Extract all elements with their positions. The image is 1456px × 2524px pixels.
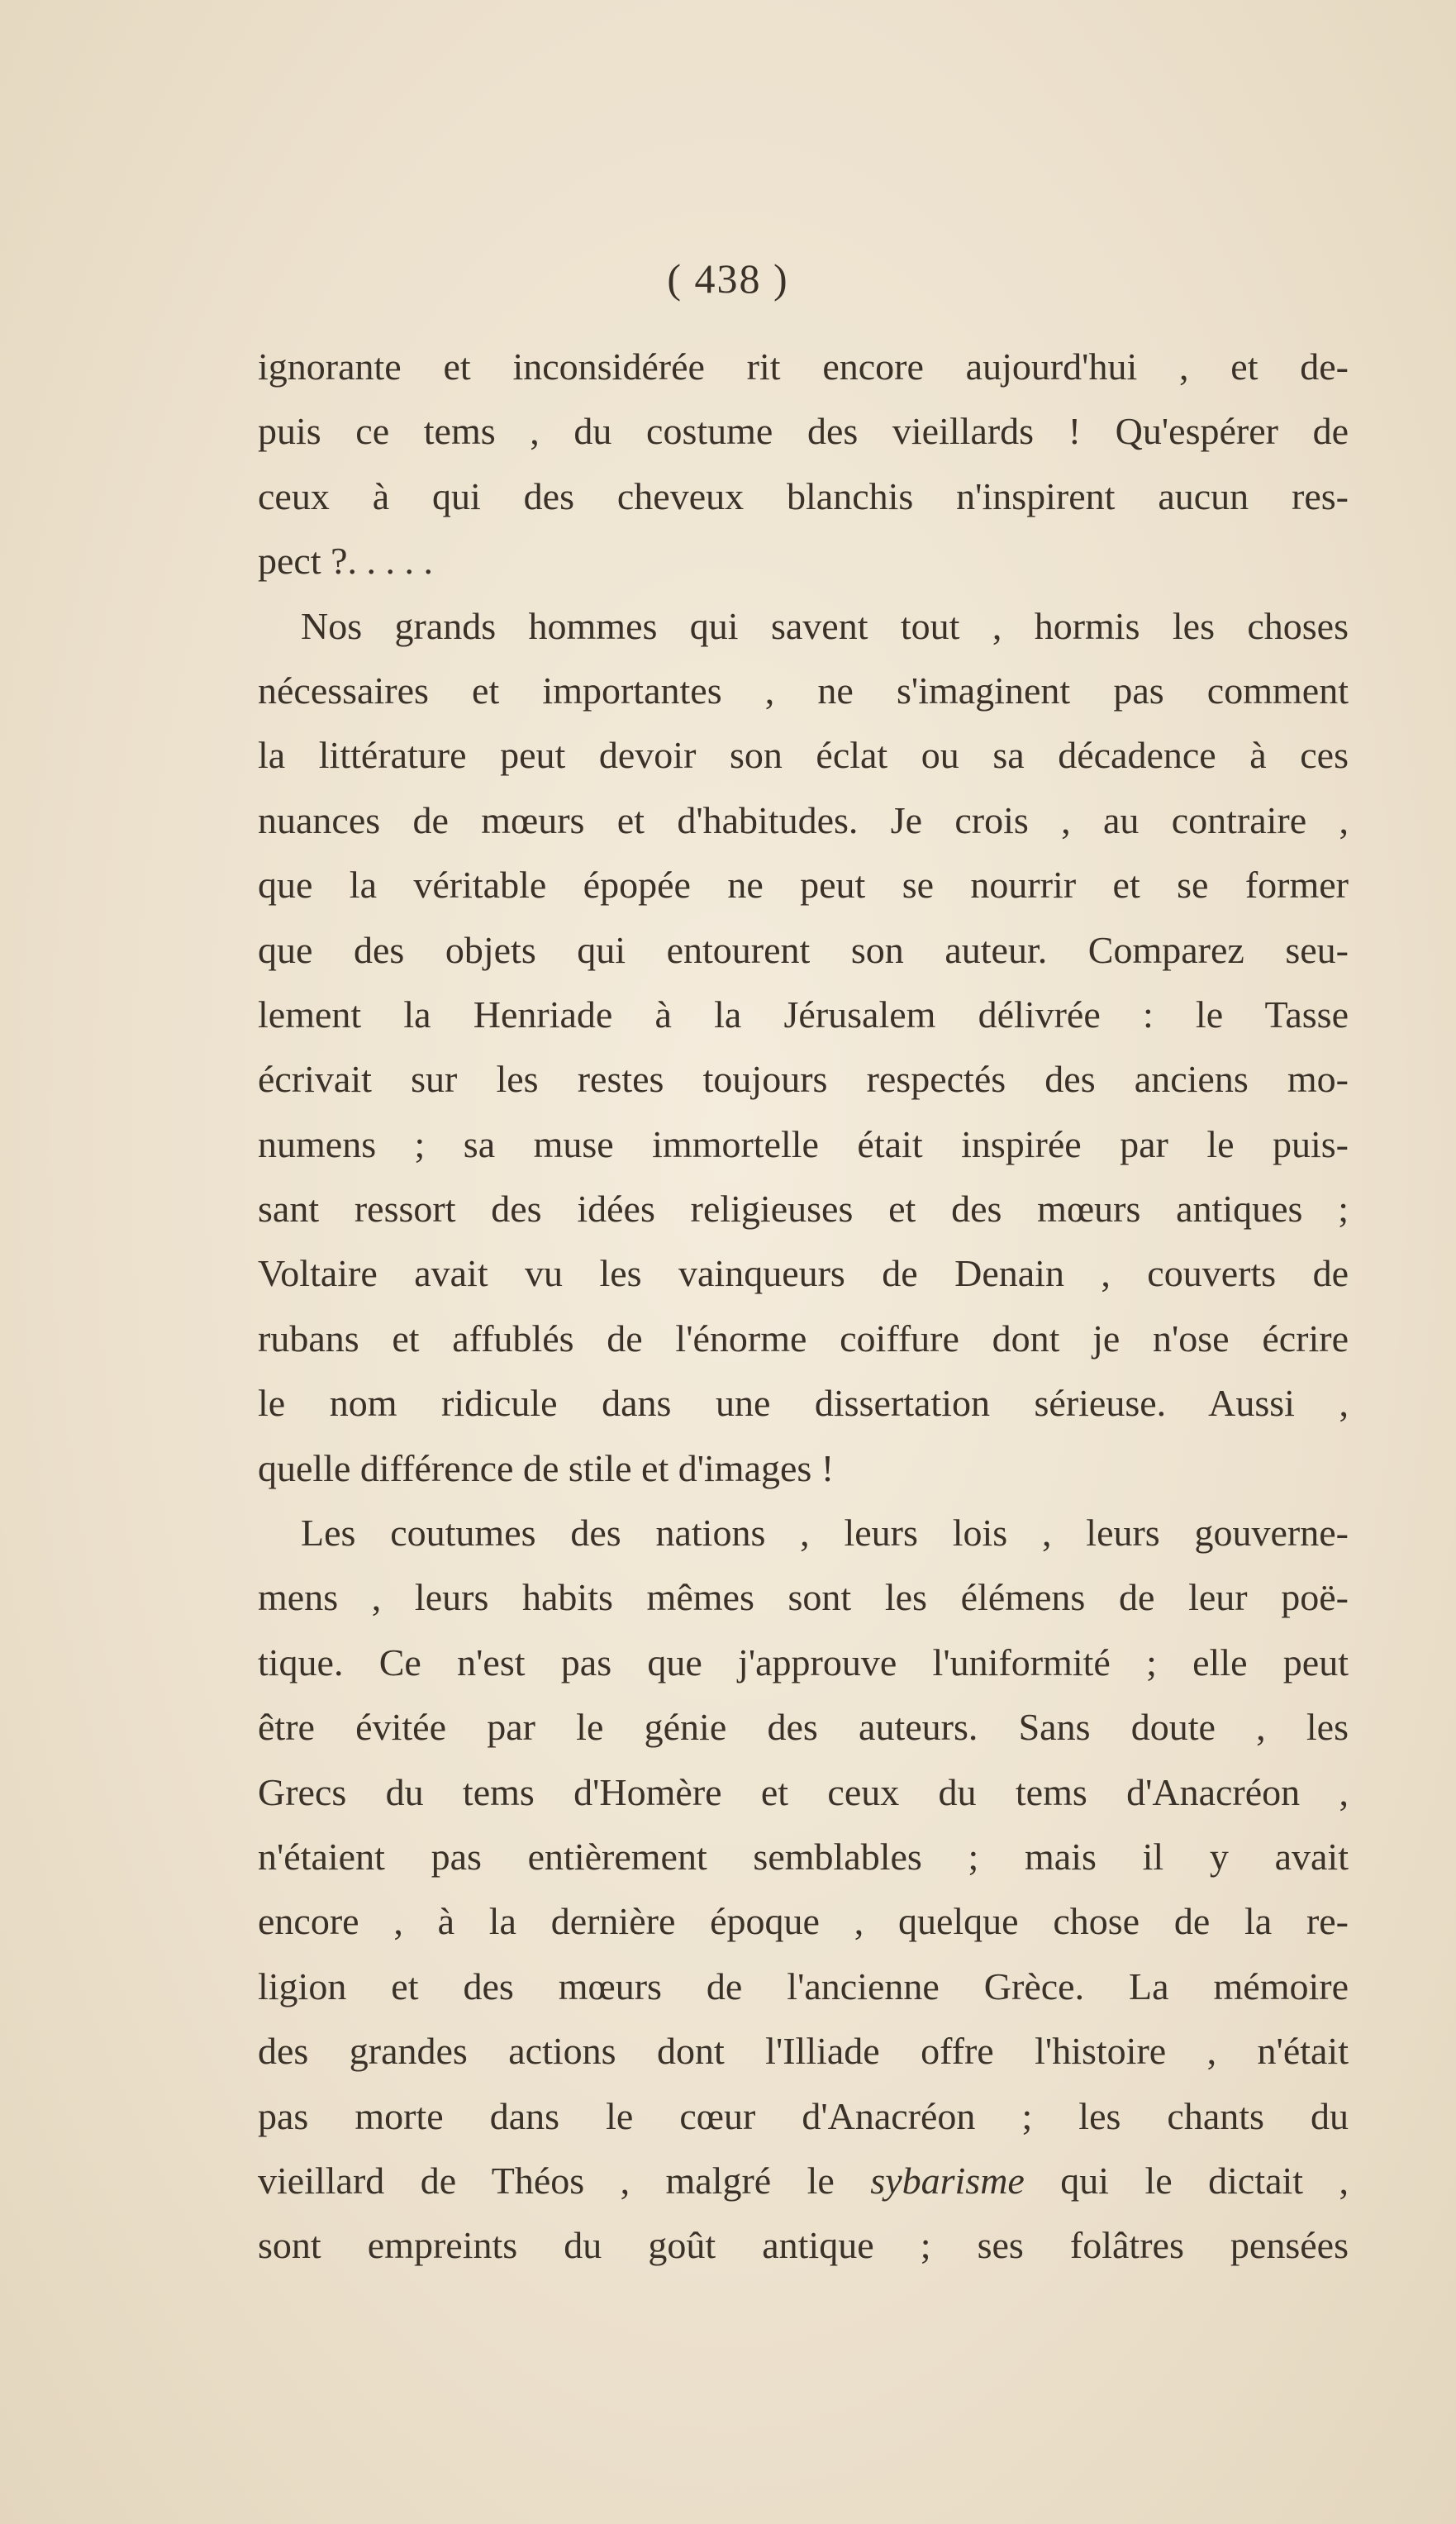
text-line: le nom ridicule dans une dissertation sérieuse. Aussi , — [258, 1382, 1349, 1425]
text-line: mens , leurs habits mêmes sont les élémens de leur poë- — [258, 1576, 1349, 1619]
text-line: ignorante et inconsidérée rit encore aujourd'hui , et de- — [258, 345, 1349, 388]
text-line: n'étaient pas entièrement semblables ; mais il y avait — [258, 1835, 1349, 1878]
text-line: tique. Ce n'est pas que j'approuve l'uniformité ; elle peut — [258, 1641, 1349, 1683]
text-line: sant ressort des idées religieuses et des mœurs antiques ; — [258, 1188, 1349, 1231]
text-line: nuances de mœurs et d'habitudes. Je crois , au contraire , — [258, 798, 1349, 841]
text-line: que la véritable épopée ne peut se nourrir et se former — [258, 864, 1349, 907]
text-line: puis ce tems , du costume des vieillards ! Qu'espérer de — [258, 410, 1349, 453]
text-segment: vieillard de Théos , malgré le — [258, 2159, 871, 2202]
text-line: rubans et affublés de l'énorme coiffure dont je n'ose écrire — [258, 1317, 1349, 1360]
text-line: quelle différence de stile et d'images ! — [258, 1446, 835, 1489]
text-line: la littérature peut devoir son éclat ou sa décadence à ces — [258, 734, 1349, 777]
text-segment: qui le dictait , — [1024, 2159, 1349, 2202]
italic-word: sybarisme — [870, 2159, 1025, 2202]
text-line: Grecs du tems d'Homère et ceux du tems d'Anacréon , — [258, 1770, 1349, 1813]
text-line: Les coutumes des nations , leurs lois , leurs gouverne- — [301, 1512, 1349, 1555]
text-line: pas morte dans le cœur d'Anacréon ; les chants du — [258, 2094, 1349, 2137]
text-line-with-italic — [258, 2149, 1349, 2213]
text-line: lement la Henriade à la Jérusalem délivrée : le Tasse — [258, 993, 1349, 1036]
text-line: Voltaire avait vu les vainqueurs de Denain , couverts de — [258, 1252, 1349, 1295]
text-line: pect ?. . . . . — [258, 540, 434, 583]
text-line: nécessaires et importantes , ne s'imaginent pas comment — [258, 669, 1349, 712]
text-line: écrivait sur les restes toujours respectés des anciens mo- — [258, 1058, 1349, 1101]
body-text — [258, 335, 1349, 2279]
text-line: ligion et des mœurs de l'ancienne Grèce. La mémoire — [258, 1964, 1349, 2007]
text-line: ceux à qui des cheveux blanchis n'inspirent aucun res- — [258, 474, 1349, 517]
text-line: Nos grands hommes qui savent tout , hormis les choses — [301, 604, 1349, 647]
text-line: que des objets qui entourent son auteur. Comparez seu- — [258, 928, 1349, 971]
text-line: des grandes actions dont l'Illiade offre l'histoire , n'était — [258, 2030, 1349, 2073]
text-line: être évitée par le génie des auteurs. Sans doute , les — [258, 1706, 1349, 1749]
text-line: encore , à la dernière époque , quelque chose de la re- — [258, 1900, 1349, 1943]
text-line: sont empreints du goût antique ; ses folâtres pensées — [258, 2224, 1349, 2267]
page-number: ( 438 ) — [667, 255, 789, 302]
text-line: numens ; sa muse immortelle était inspirée par le puis- — [258, 1122, 1349, 1165]
